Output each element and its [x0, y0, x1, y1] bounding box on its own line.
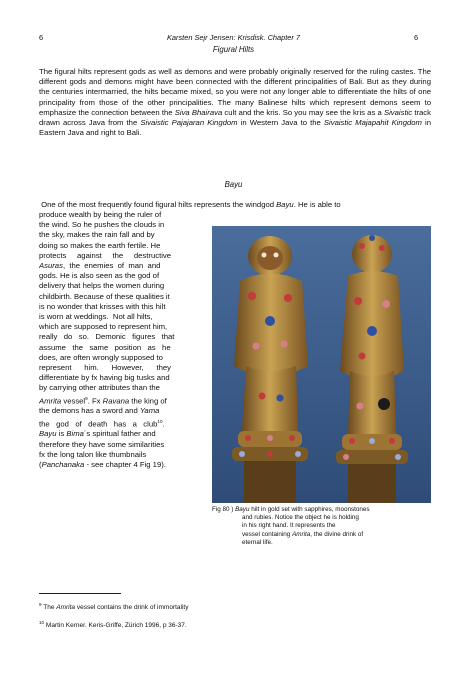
bayu-line: the demons has a sword and Yama	[39, 406, 160, 416]
bayu-line: the sky, makes the rain fall and by	[39, 230, 155, 240]
section-title: Figural Hilts	[212, 45, 255, 54]
bayu-line: differentiate by fx having big tusks and	[39, 373, 170, 383]
bayu-line: represent him. However, they	[39, 363, 172, 373]
running-title: Karsten Sejr Jensen: Krisdisk. Chapter 7	[166, 33, 301, 42]
bayu-line: is no wonder that krisses with this hilt	[39, 301, 166, 311]
bayu-line: (Panchanaka - see chapter 4 Fig 19).	[39, 460, 166, 469]
bayu-line: does, are often wrongly supposed to	[39, 352, 163, 362]
bayu-line: gods. He is also seen as the god of	[39, 271, 160, 281]
bayu-line: the god of death has a club$^{10}$.	[39, 418, 165, 429]
bayu-line: protects against the destructive	[39, 250, 172, 260]
figure-caption	[212, 506, 442, 547]
bayu-line: doing so makes the earth fertile. He	[39, 240, 161, 250]
hilt-image-svg	[212, 226, 431, 503]
caption-line: and rubies. Notice the object he is holding	[242, 514, 359, 522]
bayu-line: Asuras, the enemies of man and	[39, 261, 161, 271]
bayu-line: fx the long talon like thumbnails	[39, 449, 147, 459]
bayu-line: which are supposed to represent him,	[39, 322, 168, 332]
bayu-line: Bayu is Bima´s spiritual father and	[39, 429, 156, 439]
bayu-line: therefore they have some similarities	[39, 439, 165, 449]
footnote-9: $^9$ The Amrita vessel contains the drink of immortality	[39, 602, 189, 612]
bayu-paragraph	[39, 210, 209, 470]
bayu-line: is worn at weddings. Not all hilts,	[39, 312, 153, 322]
bayu-line: delivery that helps the women during	[39, 281, 165, 291]
bayu-line: Amrita vessel$^9$. Fx Ravana the king of	[39, 395, 167, 406]
footnote-rule	[39, 593, 121, 594]
intro-paragraph: The figural hilts represent gods as well as demons and were probably originally reserved for the ruling castes. The different gods and demons might have been connected with the different principalities of Bali. But as they during the centuries intermarried, the hilts became mixed, so you were not any longer able to differentiate the hilts of one principality from those of the other principalities. The many Balinese hilts which represent demons seem to emphasize the connection between the Siva Bhairava cult and the kris. So you may see the kris as a Sivaistic track drawn across Java from the Sivaistic Pajajaran Kingdom in Western Java to the Sivaistic Majapahit Kingdom in Eastern Java and right to Bali.	[39, 67, 432, 138]
subsection-title: Bayu	[224, 180, 243, 189]
bayu-line: by carrying other attributes than the	[39, 383, 160, 393]
bayu-line: assume the same position as he	[39, 342, 171, 352]
bayu-first-line: One of the most frequently found figural hilts represents the windgod Bayu. He is able to	[39, 200, 341, 209]
caption-line: eternal life.	[242, 538, 273, 546]
page-number-right: 6	[414, 33, 419, 42]
bayu-line: childbirth. Because of these qualities it	[39, 291, 170, 301]
page-number-left: 6	[39, 33, 44, 42]
bayu-line: really do so. Demonic figures that	[39, 332, 175, 342]
bayu-hilt-photo	[212, 226, 431, 503]
bayu-line: produce wealth by being the ruler of	[39, 210, 162, 219]
caption-line: vessel containing Amrita, the divine drink of	[242, 530, 364, 538]
caption-line: Fig 80 ) Bayu hilt in gold set with sapphires, moonstones	[212, 506, 370, 513]
bayu-line: the wind. So he pushes the clouds in	[39, 220, 165, 230]
caption-line: in his right hand. It represents the	[242, 522, 336, 530]
footnote-10: $^{10}$ Martin Kerner. Keris-Griffe, Zürich 1996, p 36-37.	[39, 620, 187, 630]
